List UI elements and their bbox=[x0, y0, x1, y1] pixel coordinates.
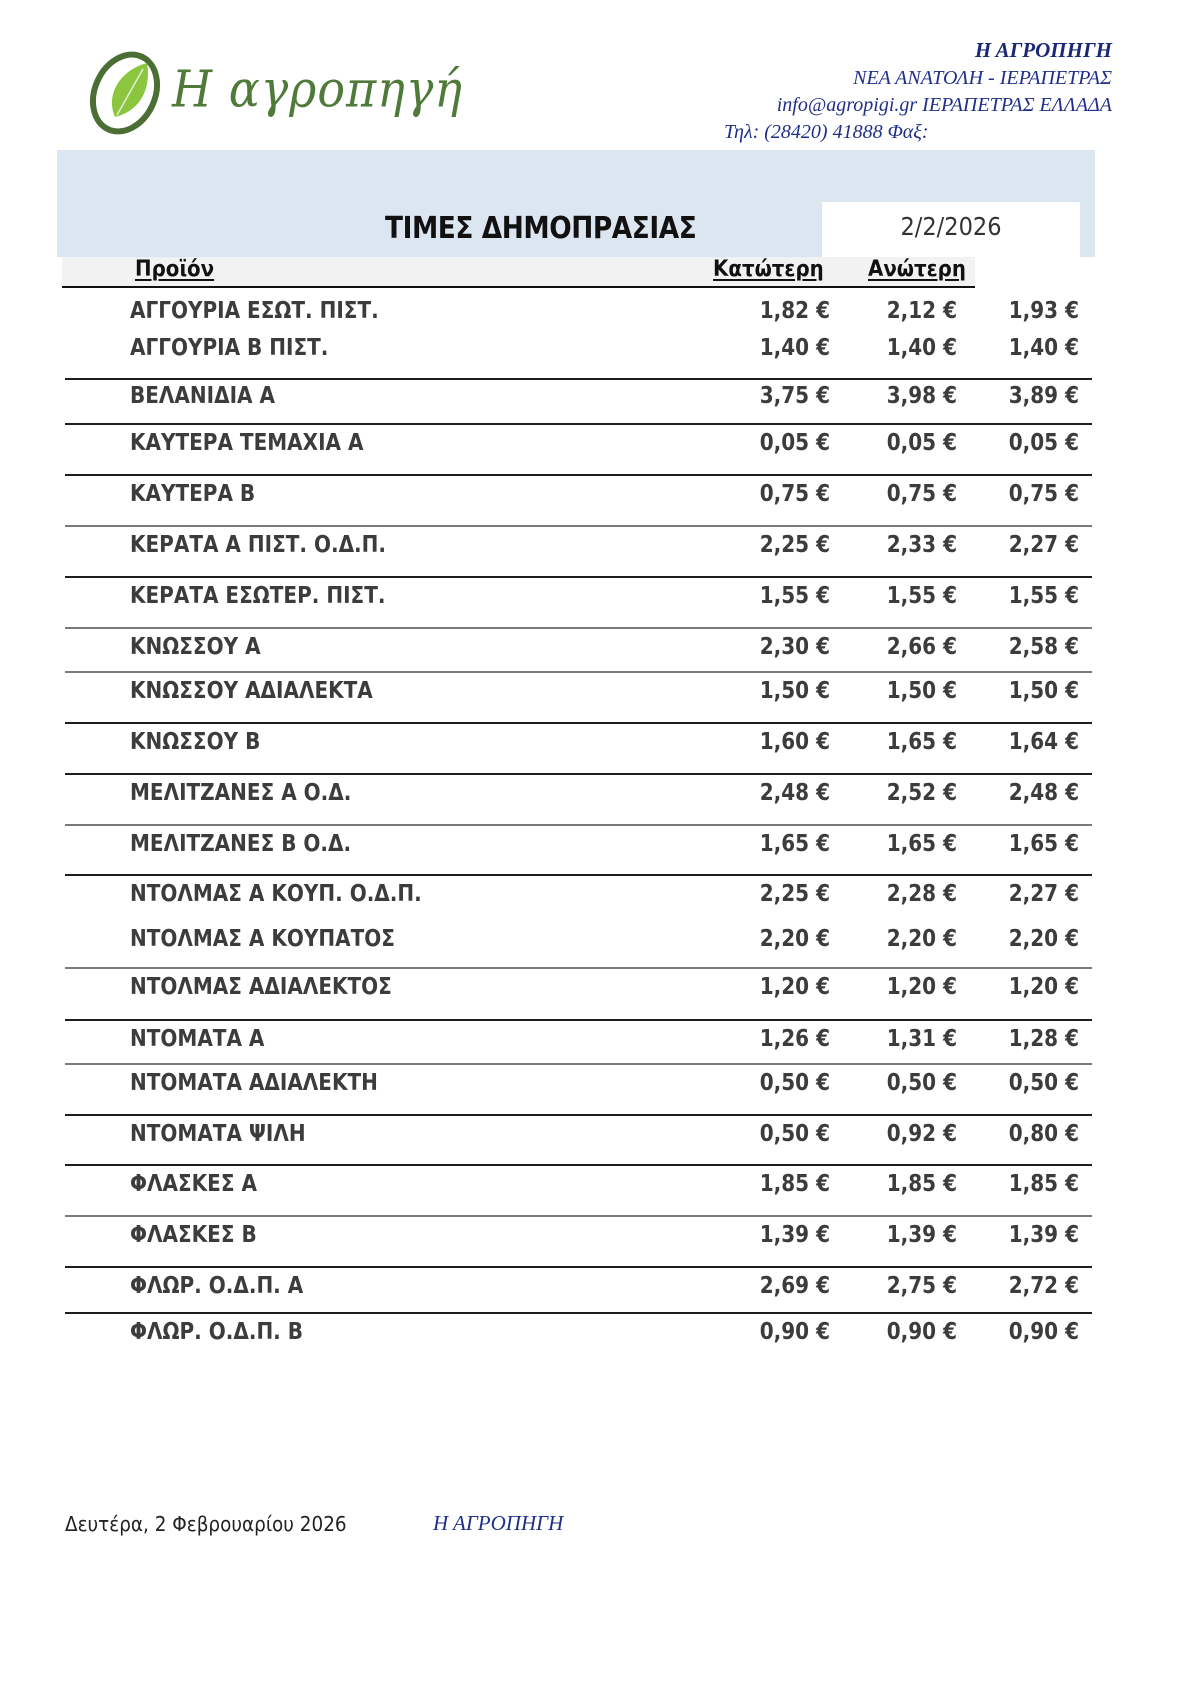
row-divider bbox=[65, 824, 1092, 826]
price-average: 1,93 € bbox=[1008, 298, 1079, 324]
row-divider bbox=[65, 1164, 1092, 1166]
row-divider bbox=[65, 1266, 1092, 1268]
footer-company: Η ΑΓΡΟΠΗΓΗ bbox=[433, 1511, 564, 1535]
product-name: ΝΤΟΜΑΤΑ ΑΔΙΑΛΕΚΤΗ bbox=[130, 1070, 378, 1096]
price-low: 1,40 € bbox=[759, 335, 830, 361]
product-name: ΚΕΡΑΤΑ ΕΣΩΤΕΡ. ΠΙΣΤ. bbox=[130, 583, 386, 609]
price-low: 1,20 € bbox=[759, 974, 830, 1000]
price-low: 2,25 € bbox=[759, 532, 830, 558]
price-high: 1,31 € bbox=[886, 1026, 957, 1052]
price-high: 0,90 € bbox=[886, 1319, 957, 1345]
product-name: ΑΓΓΟΥΡΙΑ ΕΣΩΤ. ΠΙΣΤ. bbox=[130, 298, 379, 324]
price-average: 2,20 € bbox=[1008, 926, 1079, 952]
price-high: 2,66 € bbox=[886, 634, 957, 660]
price-low: 2,69 € bbox=[759, 1273, 830, 1299]
price-low: 0,50 € bbox=[759, 1121, 830, 1147]
price-average: 1,64 € bbox=[1008, 729, 1079, 755]
price-average: 2,58 € bbox=[1008, 634, 1079, 660]
price-high: 1,85 € bbox=[886, 1171, 957, 1197]
header-divider bbox=[62, 286, 975, 288]
price-low: 3,75 € bbox=[759, 383, 830, 409]
price-low: 1,85 € bbox=[759, 1171, 830, 1197]
footer-date: Δευτέρα, 2 Φεβρουαρίου 2026 bbox=[65, 1512, 347, 1536]
price-high: 2,20 € bbox=[886, 926, 957, 952]
product-name: ΦΛΑΣΚΕΣ Α bbox=[130, 1171, 257, 1197]
price-high: 2,28 € bbox=[886, 881, 957, 907]
price-average: 1,55 € bbox=[1008, 583, 1079, 609]
price-average: 2,27 € bbox=[1008, 532, 1079, 558]
price-average: 3,89 € bbox=[1008, 383, 1079, 409]
product-name: ΦΛΑΣΚΕΣ Β bbox=[130, 1222, 257, 1248]
row-divider bbox=[65, 525, 1092, 527]
row-divider bbox=[65, 1312, 1092, 1314]
price-average: 1,40 € bbox=[1008, 335, 1079, 361]
product-name: ΦΛΩΡ. Ο.Δ.Π. Β bbox=[130, 1319, 304, 1345]
product-name: ΝΤΟΛΜΑΣ Α ΚΟΥΠΑΤΟΣ bbox=[130, 926, 395, 952]
product-name: ΦΛΩΡ. Ο.Δ.Π. Α bbox=[130, 1273, 304, 1299]
price-average: 2,48 € bbox=[1008, 780, 1079, 806]
row-divider bbox=[65, 627, 1092, 629]
product-name: ΚΑΥΤΕΡΑ Β bbox=[130, 481, 256, 507]
product-name: ΒΕΛΑΝΙΔΙΑ Α bbox=[130, 383, 275, 409]
product-name: ΝΤΟΜΑΤΑ Α bbox=[130, 1026, 265, 1052]
price-high: 1,40 € bbox=[886, 335, 957, 361]
product-name: ΝΤΟΜΑΤΑ ΨΙΛΗ bbox=[130, 1121, 306, 1147]
price-average: 0,05 € bbox=[1008, 430, 1079, 456]
price-high: 1,65 € bbox=[886, 831, 957, 857]
price-high: 1,50 € bbox=[886, 678, 957, 704]
product-name: ΚΝΩΣΣΟΥ ΑΔΙΑΛΕΚΤΑ bbox=[130, 678, 373, 704]
price-average: 1,28 € bbox=[1008, 1026, 1079, 1052]
price-average: 1,39 € bbox=[1008, 1222, 1079, 1248]
row-divider bbox=[65, 1114, 1092, 1116]
page-title: ΤΙΜΕΣ ΔΗΜΟΠΡΑΣΙΑΣ bbox=[385, 211, 697, 246]
price-low: 0,50 € bbox=[759, 1070, 830, 1096]
price-low: 0,05 € bbox=[759, 430, 830, 456]
product-name: ΜΕΛΙΤΖΑΝΕΣ Α Ο.Δ. bbox=[130, 780, 352, 806]
row-divider bbox=[65, 1215, 1092, 1217]
column-header-low: Κατώτερη bbox=[713, 257, 824, 282]
price-low: 1,50 € bbox=[759, 678, 830, 704]
row-divider bbox=[65, 874, 1092, 876]
row-divider bbox=[65, 967, 1092, 969]
logo-text: Η αγροπηγή bbox=[172, 59, 463, 119]
price-low: 0,75 € bbox=[759, 481, 830, 507]
price-high: 1,55 € bbox=[886, 583, 957, 609]
row-divider bbox=[65, 378, 1092, 380]
price-average: 1,50 € bbox=[1008, 678, 1079, 704]
price-high: 2,75 € bbox=[886, 1273, 957, 1299]
row-divider bbox=[65, 474, 1092, 476]
row-divider bbox=[65, 671, 1092, 673]
product-name: ΚΕΡΑΤΑ Α ΠΙΣΤ. Ο.Δ.Π. bbox=[130, 532, 387, 558]
price-low: 2,20 € bbox=[759, 926, 830, 952]
price-low: 2,25 € bbox=[759, 881, 830, 907]
price-high: 2,33 € bbox=[886, 532, 957, 558]
product-name: ΚΑΥΤΕΡΑ ΤΕΜΑΧΙΑ Α bbox=[130, 430, 364, 456]
price-low: 2,48 € bbox=[759, 780, 830, 806]
price-average: 0,50 € bbox=[1008, 1070, 1079, 1096]
price-high: 1,39 € bbox=[886, 1222, 957, 1248]
row-divider bbox=[65, 576, 1092, 578]
column-header-high: Ανώτερη bbox=[868, 257, 966, 282]
product-name: ΝΤΟΛΜΑΣ Α ΚΟΥΠ. Ο.Δ.Π. bbox=[130, 881, 422, 907]
product-name: ΝΤΟΛΜΑΣ ΑΔΙΑΛΕΚΤΟΣ bbox=[130, 974, 392, 1000]
row-divider bbox=[65, 1019, 1092, 1021]
price-high: 0,05 € bbox=[886, 430, 957, 456]
price-average: 1,85 € bbox=[1008, 1171, 1079, 1197]
row-divider bbox=[65, 773, 1092, 775]
price-average: 0,90 € bbox=[1008, 1319, 1079, 1345]
product-name: ΑΓΓΟΥΡΙΑ Β ΠΙΣΤ. bbox=[130, 335, 329, 361]
company-name: Η ΑΓΡΟΠΗΓΗ bbox=[974, 38, 1112, 62]
price-high: 0,92 € bbox=[886, 1121, 957, 1147]
price-low: 1,82 € bbox=[759, 298, 830, 324]
price-average: 1,65 € bbox=[1008, 831, 1079, 857]
price-high: 0,75 € bbox=[886, 481, 957, 507]
price-average: 2,72 € bbox=[1008, 1273, 1079, 1299]
price-high: 2,12 € bbox=[886, 298, 957, 324]
price-average: 1,20 € bbox=[1008, 974, 1079, 1000]
price-low: 1,55 € bbox=[759, 583, 830, 609]
price-low: 1,60 € bbox=[759, 729, 830, 755]
price-average: 0,80 € bbox=[1008, 1121, 1079, 1147]
row-divider bbox=[65, 1063, 1092, 1065]
company-address: ΝΕΑ ΑΝΑΤΟΛΗ - ΙΕΡΑΠΕΤΡΑΣ bbox=[853, 67, 1112, 89]
price-average: 2,27 € bbox=[1008, 881, 1079, 907]
row-divider bbox=[65, 423, 1092, 425]
price-low: 2,30 € bbox=[759, 634, 830, 660]
price-high: 1,20 € bbox=[886, 974, 957, 1000]
row-divider bbox=[65, 722, 1092, 724]
price-high: 0,50 € bbox=[886, 1070, 957, 1096]
price-high: 2,52 € bbox=[886, 780, 957, 806]
price-high: 1,65 € bbox=[886, 729, 957, 755]
product-name: ΚΝΩΣΣΟΥ Α bbox=[130, 634, 261, 660]
price-low: 1,65 € bbox=[759, 831, 830, 857]
price-low: 1,39 € bbox=[759, 1222, 830, 1248]
product-name: ΜΕΛΙΤΖΑΝΕΣ Β Ο.Δ. bbox=[130, 831, 352, 857]
price-high: 3,98 € bbox=[886, 383, 957, 409]
price-average: 0,75 € bbox=[1008, 481, 1079, 507]
leaf-icon bbox=[85, 45, 175, 140]
product-name: ΚΝΩΣΣΟΥ Β bbox=[130, 729, 261, 755]
company-phone-line: Τηλ: (28420) 41888 Φαξ: bbox=[724, 121, 929, 143]
price-low: 0,90 € bbox=[759, 1319, 830, 1345]
column-header-product: Προϊόν bbox=[135, 257, 215, 282]
auction-date: 2/2/2026 bbox=[900, 212, 1002, 241]
price-low: 1,26 € bbox=[759, 1026, 830, 1052]
company-email-line: info@agropigi.gr ΙΕΡΑΠΕΤΡΑΣ ΕΛΛΑΔΑ bbox=[776, 94, 1112, 116]
